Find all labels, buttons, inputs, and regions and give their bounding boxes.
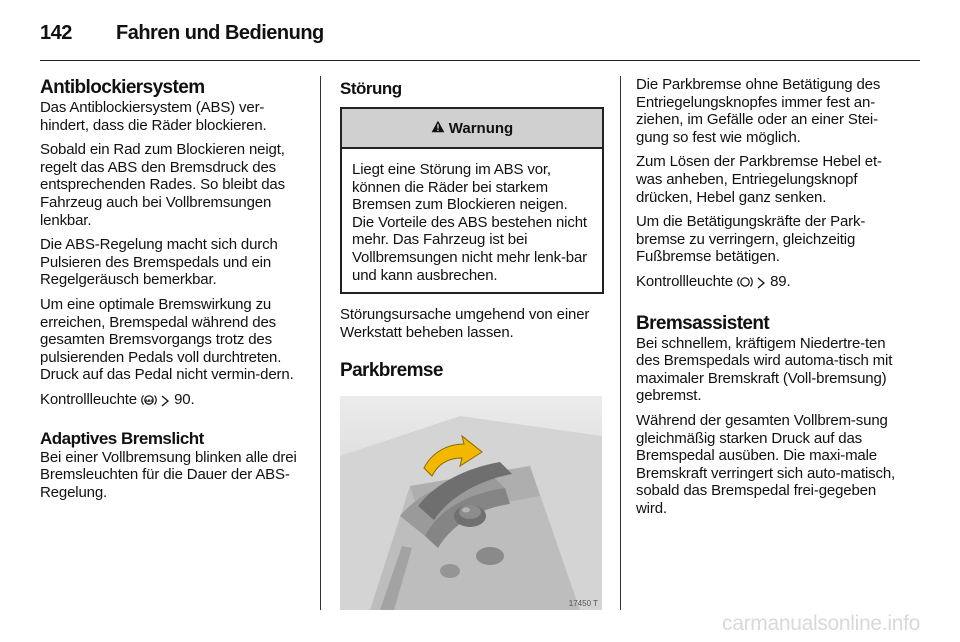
page-header bbox=[40, 18, 920, 58]
section-heading-fault: Störung bbox=[340, 79, 402, 98]
assist-paragraph: Bei schnellem, kräftigem Niedertre-ten des Bremspedals wird automa-tisch mit maximaler Bremskraft (Voll-bremsung) gebremst. bbox=[636, 334, 893, 405]
page-reference-arrow-icon[interactable] bbox=[161, 394, 170, 412]
assist-paragraph: Während der gesamten Vollbrem-sung gleichmäßig starken Druck auf das Bremspedal ausüben. Die maxi-male Bremskraft verringert sich auto-matisch, sobald das Bremspedal frei-gegeben wird. bbox=[636, 411, 896, 517]
column-divider bbox=[620, 76, 621, 610]
warning-body bbox=[342, 149, 602, 292]
abs-paragraph: Die ABS-Regelung macht sich durch Pulsieren des Bremspedals und ein Regelgeräusch bemerkbar. bbox=[40, 236, 278, 289]
warning-header bbox=[342, 109, 602, 149]
figure-code: 17450 T bbox=[568, 599, 598, 609]
parking-lamp-reference bbox=[636, 273, 902, 294]
parking-paragraph: Um die Betätigungskräfte der Park-bremse zu verringern, gleichzeitig Fußbremse betätigen. bbox=[636, 213, 866, 266]
brakelight-paragraph: Bei einer Vollbremsung blinken alle drei Bremsleuchten für die Dauer der ABS-Regelung. bbox=[40, 448, 297, 501]
warning-triangle-icon bbox=[431, 120, 445, 137]
parking-lamp-label: Kontrollleuchte bbox=[636, 272, 733, 290]
parking-brake-figure bbox=[340, 396, 602, 610]
column-right bbox=[636, 76, 902, 524]
page-number: 142 bbox=[40, 22, 72, 44]
abs-lamp-label: Kontrollleuchte bbox=[40, 390, 137, 408]
brake-warning-lamp-icon bbox=[737, 275, 753, 294]
column-middle bbox=[340, 76, 604, 610]
warning-text: Liegt eine Störung im ABS vor, können die Räder bei starkem Bremsen zum Blockieren neigen. Die Vorteile des ABS bestehen nicht mehr. Das Fahrzeug ist bei Vollbremsungen nicht mehr lenk-bar und kann ausbrechen. bbox=[352, 161, 588, 284]
parking-paragraph: Die Parkbremse ohne Betätigung des Entriegelungsknopfes immer fest an-ziehen, im Gefälle oder an einer Stei-gung so fest wie möglich. bbox=[636, 76, 881, 146]
svg-text:ABS: ABS bbox=[144, 397, 154, 403]
abs-lamp-page-ref[interactable]: 90. bbox=[174, 390, 195, 408]
section-heading-brake-assist: Bremsassistent bbox=[636, 312, 770, 334]
parking-paragraph: Zum Lösen der Parkbremse Hebel et-was anheben, Entriegelungsknopf drücken, Hebel ganz senken. bbox=[636, 153, 882, 206]
parking-brake-illustration bbox=[340, 396, 602, 610]
abs-paragraph: Um eine optimale Bremswirkung zu erreichen, Bremspedal während des gesamten Bremsvorgangs trotz des pulsierenden Pedals voll durchtreten. Druck auf das Pedal nicht vermin-dern. bbox=[40, 295, 294, 384]
abs-warning-lamp-icon bbox=[141, 393, 157, 412]
warning-box bbox=[340, 107, 604, 294]
warning-title: Warnung bbox=[448, 119, 514, 137]
watermark: carmanualsonline.info bbox=[722, 612, 920, 635]
section-heading-adaptive-brakelight: Adaptives Bremslicht bbox=[40, 428, 204, 448]
abs-paragraph: Das Antiblockiersystem (ABS) ver-hindert, dass die Räder blockieren. bbox=[40, 99, 267, 134]
chapter-title: Fahren und Bedienung bbox=[116, 22, 324, 44]
header-rule bbox=[40, 60, 920, 61]
column-divider bbox=[320, 76, 321, 610]
parking-lamp-page-ref[interactable]: 89. bbox=[770, 272, 791, 290]
fault-paragraph: Störungsursache umgehend von einer Werkstatt beheben lassen. bbox=[340, 306, 590, 341]
abs-paragraph: Sobald ein Rad zum Blockieren neigt, regelt das ABS den Bremsdruck des entsprechenden Rades. So bleibt das Fahrzeug auch bei Vollbremsungen lenkbar. bbox=[40, 141, 285, 229]
column-left bbox=[40, 76, 305, 508]
page-reference-arrow-icon[interactable] bbox=[757, 276, 766, 294]
abs-lamp-reference bbox=[40, 391, 305, 412]
section-heading-parking-brake: Parkbremse bbox=[340, 360, 443, 382]
section-heading-abs: Antiblockiersystem bbox=[40, 77, 205, 98]
